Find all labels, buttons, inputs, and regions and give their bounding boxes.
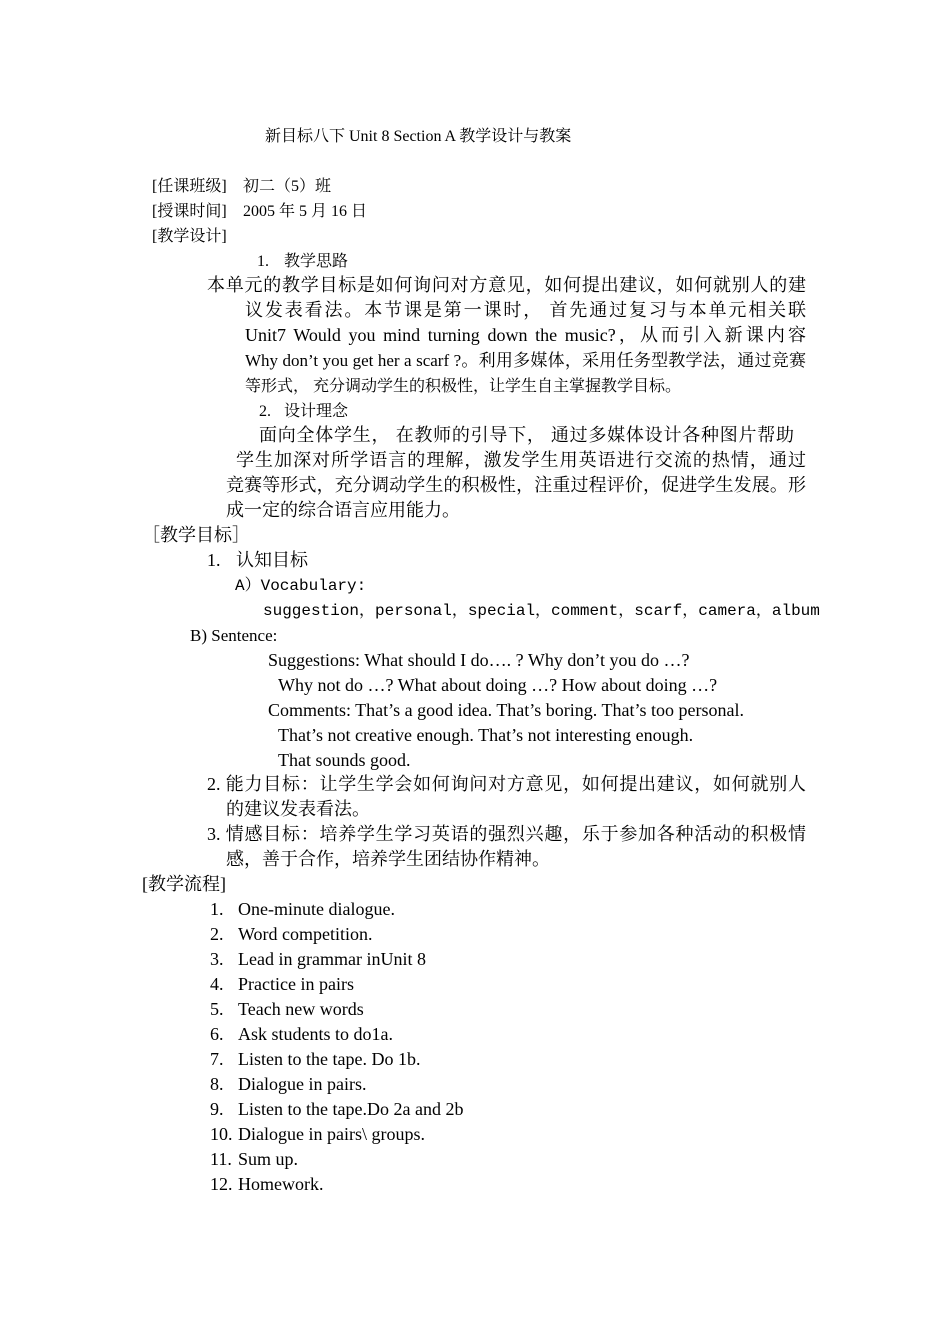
step-text: Practice in pairs <box>238 974 354 994</box>
process-step <box>210 1022 463 1047</box>
sentence-line: Suggestions: What should I do…. ? Why don’t you do …? <box>268 650 690 670</box>
step-number: 12. <box>210 1174 233 1194</box>
emotion-goal-line: 感，善于合作，培养学生团结协作精神。 <box>226 849 550 869</box>
step-text: Word competition. <box>238 924 373 944</box>
process-step <box>210 897 463 922</box>
step-number: 7. <box>210 1049 224 1069</box>
process-step <box>210 922 463 947</box>
process-step <box>210 1047 463 1072</box>
idea-line: 议发表看法。本节课是第一课时， 首先通过复习与本单元相关联 <box>245 300 806 320</box>
process-step <box>210 1147 463 1172</box>
idea-heading: 教学思路 <box>284 253 349 270</box>
goals-label: ［教学目标］ <box>142 525 250 545</box>
step-number: 4. <box>210 974 224 994</box>
sentence-line: That sounds good. <box>278 750 411 770</box>
concept-line: 学生加深对所学语言的理解，激发学生用英语进行交流的热情，通过 <box>236 450 806 470</box>
concept-heading: 设计理念 <box>284 403 349 420</box>
step-text: Listen to the tape.Do 2a and 2b <box>238 1099 464 1119</box>
idea-line: 等形式， 充分调动学生的积极性，让学生自主掌握教学目标。 <box>245 378 682 395</box>
step-number: 2. <box>210 924 224 944</box>
step-number: 9. <box>210 1099 224 1119</box>
cognitive-number: 1. <box>207 550 221 570</box>
step-number: 5. <box>210 999 224 1019</box>
sentence-line: Comments: That’s a good idea. That’s boring. That’s too personal. <box>268 700 744 720</box>
step-number: 11. <box>210 1149 232 1169</box>
step-text: Homework. <box>238 1174 324 1194</box>
emotion-goal-line: 3. 情感目标：培养学生学习英语的强烈兴趣，乐于参加各种活动的积极情 <box>207 824 806 844</box>
design-label: [教学设计] <box>152 228 227 245</box>
step-text: Sum up. <box>238 1149 299 1169</box>
step-number: 6. <box>210 1024 224 1044</box>
process-step <box>210 1072 463 1097</box>
concept-line: 成一定的综合语言应用能力。 <box>226 500 460 520</box>
class-label: [任课班级] <box>152 178 227 195</box>
idea-line: 本单元的教学目标是如何询问对方意见，如何提出建议，如何就别人的建 <box>207 275 806 295</box>
concept-line: 竞赛等形式，充分调动学生的积极性，注重过程评价，促进学生发展。形 <box>226 475 806 495</box>
process-step <box>210 1122 463 1147</box>
sentence-line: That’s not creative enough. That’s not interesting enough. <box>278 725 694 745</box>
step-text: One-minute dialogue. <box>238 899 395 919</box>
class-value: 初二（5）班 <box>243 178 332 195</box>
step-text: Ask students to do1a. <box>238 1024 393 1044</box>
document-title: 新目标八下 Unit 8 Section A 教学设计与教案 <box>265 128 572 145</box>
sentence-label: B) Sentence: <box>190 626 278 645</box>
concept-line: 面向全体学生， 在教师的引导下， 通过多媒体设计各种图片帮助 <box>259 425 794 445</box>
process-step <box>210 1097 463 1122</box>
step-text: Dialogue in pairs. <box>238 1074 367 1094</box>
process-step <box>210 997 463 1022</box>
idea-heading-number: 1. <box>257 253 269 270</box>
step-number: 1. <box>210 899 224 919</box>
idea-line: Why don’t you get her a scarf ?。利用多媒体，采用任务型教学法，通过竞赛 <box>245 351 806 370</box>
step-text: Lead in grammar inUnit 8 <box>238 949 426 969</box>
time-label: [授课时间] <box>152 203 227 220</box>
step-text: Listen to the tape. Do 1b. <box>238 1049 421 1069</box>
idea-line: Unit7 Would you mind turning down the music?，从而引入新课内容 <box>245 325 806 345</box>
ability-goal-line: 的建议发表看法。 <box>226 799 370 819</box>
sentence-line: Why not do …? What about doing …? How about doing …? <box>278 675 718 695</box>
time-value: 2005 年 5 月 16 日 <box>243 203 368 220</box>
process-label: [教学流程] <box>142 874 226 894</box>
ability-goal-line: 2. 能力目标：让学生学会如何询问对方意见，如何提出建议，如何就别人 <box>207 774 806 794</box>
process-step <box>210 1172 463 1197</box>
step-text: Dialogue in pairs\ groups. <box>238 1124 425 1144</box>
step-number: 3. <box>210 949 224 969</box>
process-steps-list <box>210 897 463 1197</box>
concept-heading-number: 2. <box>259 403 271 420</box>
process-step <box>210 947 463 972</box>
vocabulary-label: A）Vocabulary: <box>235 577 367 595</box>
vocabulary-words: suggestion，personal，special，comment，scarf，camera，album <box>263 602 820 620</box>
step-number: 10. <box>210 1124 233 1144</box>
step-text: Teach new words <box>238 999 364 1019</box>
process-step <box>210 972 463 997</box>
cognitive-heading: 认知目标 <box>236 550 308 570</box>
step-number: 8. <box>210 1074 224 1094</box>
